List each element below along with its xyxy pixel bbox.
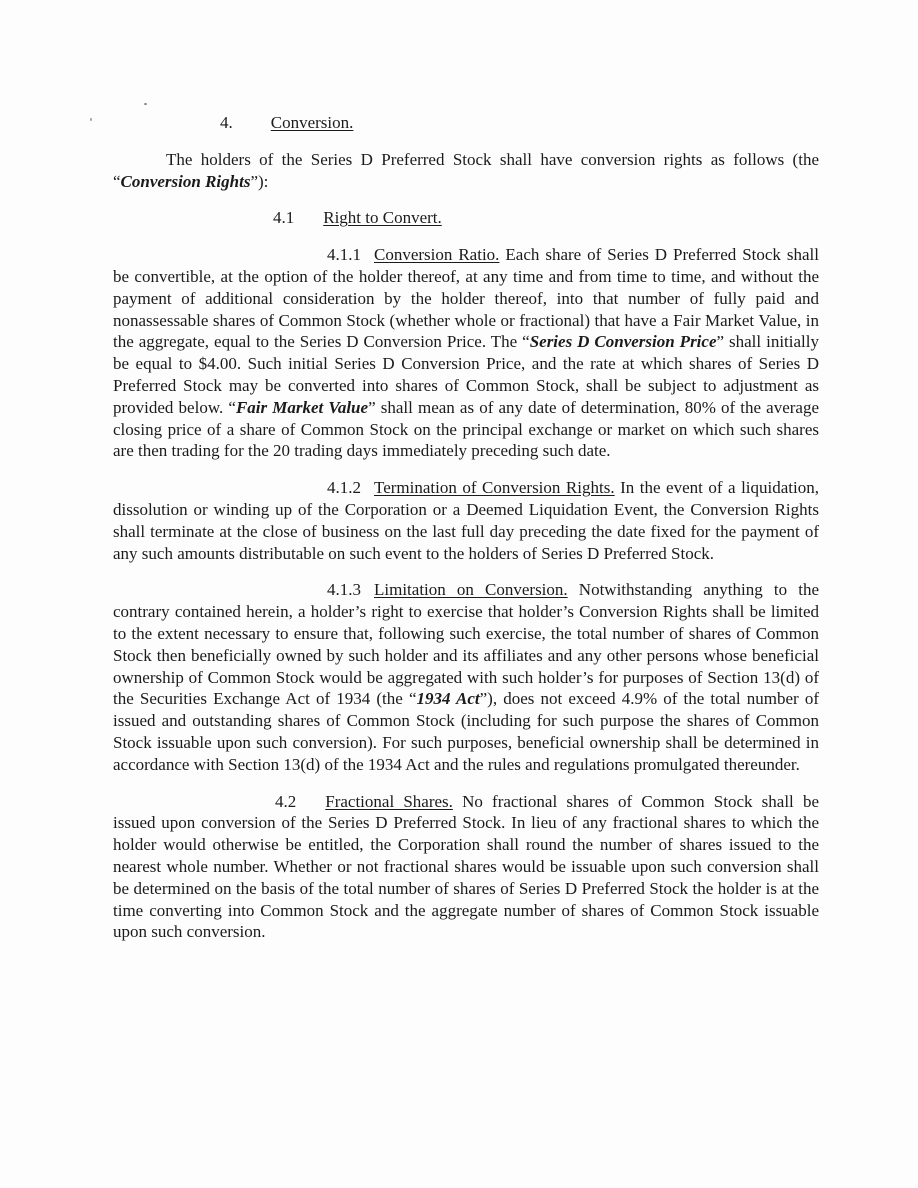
document-body (113, 112, 819, 958)
intro-paragraph: The holders of the Series D Preferred Stock shall have conversion rights as follows (the “Conversion Rights”): (113, 149, 819, 191)
paragraph-4-1-1-conversion-ratio: 4.1.1 Conversion Ratio. Each share of Series D Preferred Stock shall be convertible, at the option of the holder thereof, at any time and from time to time, and without the payment of additional consideration by the holder thereof, into that number of fully paid and nonassessable shares of Common Stock (whether whole or fractional) that have a Fair Market Value, in the aggregate, equal to the Series D Conversion Price. The “Series D Conversion Price” shall initially be equal to $4.00. Such initial Series D Conversion Price, and the rate at which shares of Series D Preferred Stock may be converted into shares of Common Stock, shall be subject to adjustment as provided below. “Fair Market Value” shall mean as of any date of determination, 80% of the average closing price of a share of Common Stock on the principal exchange or market on which such shares are then trading for the 20 trading days immediately preceding such date. (113, 245, 820, 461)
section-heading-4-1-right-to-convert: 4.1 Right to Convert. (273, 208, 442, 228)
section-heading-4-conversion: 4. Conversion. (220, 113, 354, 132)
scan-speck (90, 118, 92, 121)
paragraph-4-1-2-termination-of-conversion-rights: 4.1.2 Termination of Conversion Rights. In the event of a liquidation, dissolution or winding up of the Corporation or a Deemed Liquidation Event, the Conversion Rights shall terminate at the close of business on the last full day preceding the date fixed for the payment of any such amounts distributable on such event to the holders of Series D Preferred Stock. (113, 478, 819, 563)
paragraph-4-1-3-limitation-on-conversion: 4.1.3 Limitation on Conversion. Notwithstanding anything to the contrary contained herein, a holder’s right to exercise that holder’s Conversion Rights shall be limited to the extent necessary to ensure that, following such exercise, the total number of shares of Common Stock then beneficially owned by such holder and its affiliates and any other persons whose beneficial ownership of Common Stock would be aggregated with such holder’s for purposes of Section 13(d) of the Securities Exchange Act of 1934 (the “1934 Act”), does not exceed 4.9% of the total number of issued and outstanding shares of Common Stock (including for such purpose the shares of Common Stock issuable upon such conversion). For such purposes, beneficial ownership shall be determined in accordance with Section 13(d) of the 1934 Act and the rules and regulations promulgated thereunder. (113, 580, 820, 774)
paragraph-4-2-fractional-shares: 4.2 Fractional Shares. No fractional shares of Common Stock shall be issued upon conversion of the Series D Preferred Stock. In lieu of any fractional shares to which the holder would otherwise be entitled, the Corporation shall round the number of shares issued to the nearest whole number. Whether or not fractional shares would be issuable upon such conversion shall be determined on the basis of the total number of shares of Series D Preferred Stock the holder is at the time converting into Common Stock and the aggregate number of shares of Common Stock issuable upon such conversion. (113, 791, 819, 942)
scan-speck (144, 103, 147, 105)
